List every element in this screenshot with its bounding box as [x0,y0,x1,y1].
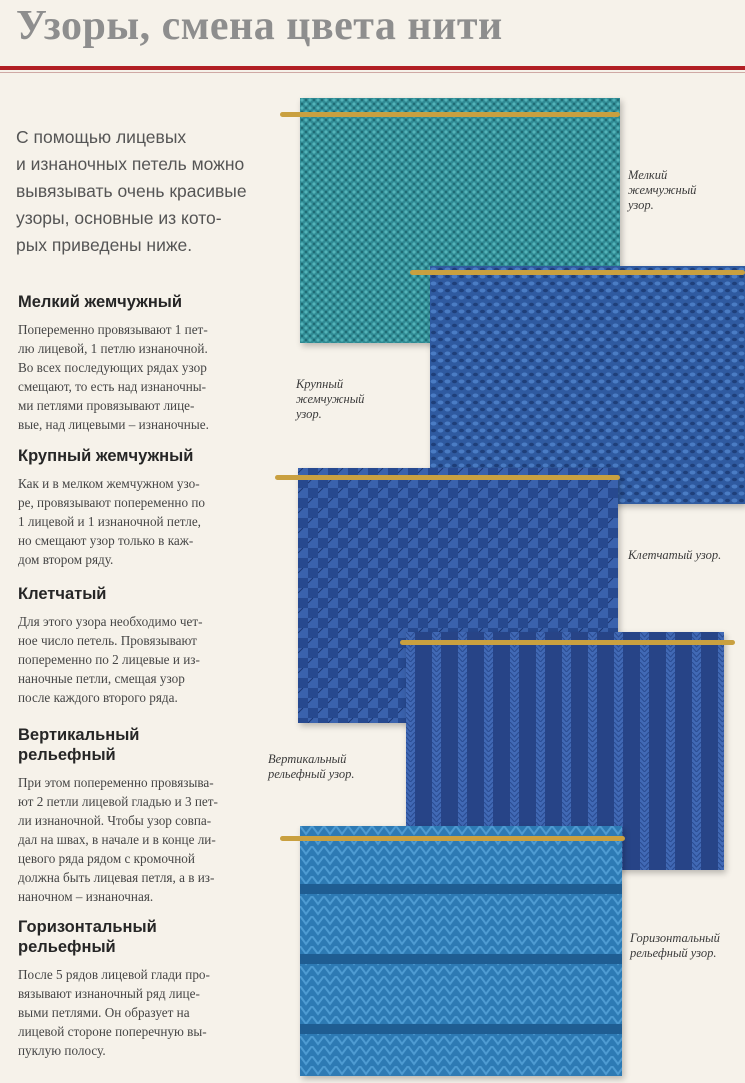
intro-line: С помощью лицевых [16,127,187,147]
title-rule [0,66,745,70]
needle-1 [280,112,620,117]
intro-text [16,124,266,259]
swatch-horizontal-rib-photo [300,826,622,1076]
intro-line: вывязывать очень красивые [16,181,247,201]
section-text: Для этого узора необходимо чет- ное число петель. Провязывают попеременно по 2 лицевые и из- наночные петли, смещая узор после каждого второго ряда. [18,614,203,705]
intro-line: узоры, основные из кото- [16,208,222,228]
intro-line: и изнаночных петель можно [16,154,245,174]
section-text: При этом попеременно провязыва- ют 2 петли лицевой гладью и 3 пет- ли изнаночной. Чтобы узор совпа- дал на швах, в начале и в конце ли- цевого ряда рядом с кромочной должна быть лицевая петля, а в из- наночном – изнаночная. [18,775,218,904]
section-heading: Вертикальный рельефный [18,726,140,764]
section-heading: Клетчатый [18,585,107,603]
title-rule-thin [0,72,745,73]
section-horizontal-rib [18,917,246,1060]
caption-vertical-rib: Вертикальный рельефный узор. [268,752,355,781]
page-title: Узоры, смена цвета нити [16,3,503,49]
section-heading: Мелкий жемчужный [18,293,183,311]
section-small-seed [18,292,246,434]
needle-4 [400,640,735,645]
caption-large-seed: Крупный жемчужный узор. [296,377,365,421]
section-large-seed [18,446,246,569]
caption-small-seed: Мелкий жемчужный узор. [628,168,697,212]
section-text: После 5 рядов лицевой глади про- вязывают изнаночный ряд лице- выми петлями. Он образует на лицевой стороне поперечную вы- пуклую полосу. [18,967,210,1058]
caption-check: Клетчатый узор. [628,548,722,562]
section-check [18,584,246,707]
section-text: Попеременно провязывают 1 пет- лю лицевой, 1 петлю изнаночной. Во всех последующих рядах узор смещают, то есть над изнаночны- ми петлями провязывают лице- вые, над лицевыми – изнаночные. [18,322,209,432]
section-heading: Горизонтальный рельефный [18,918,157,956]
section-heading: Крупный жемчужный [18,447,194,465]
needle-2 [410,270,745,275]
intro-line: рых приведены ниже. [16,235,193,255]
needle-3 [275,475,620,480]
needle-5 [280,836,625,841]
caption-horizontal-rib: Горизонтальный рельефный узор. [630,931,720,960]
section-text: Как и в мелком жемчужном узо- ре, провязывают попеременно по 1 лицевой и 1 изнаночной петле, но смещают узор только в каж- дом втором ряду. [18,476,205,567]
section-vertical-rib [18,725,246,906]
